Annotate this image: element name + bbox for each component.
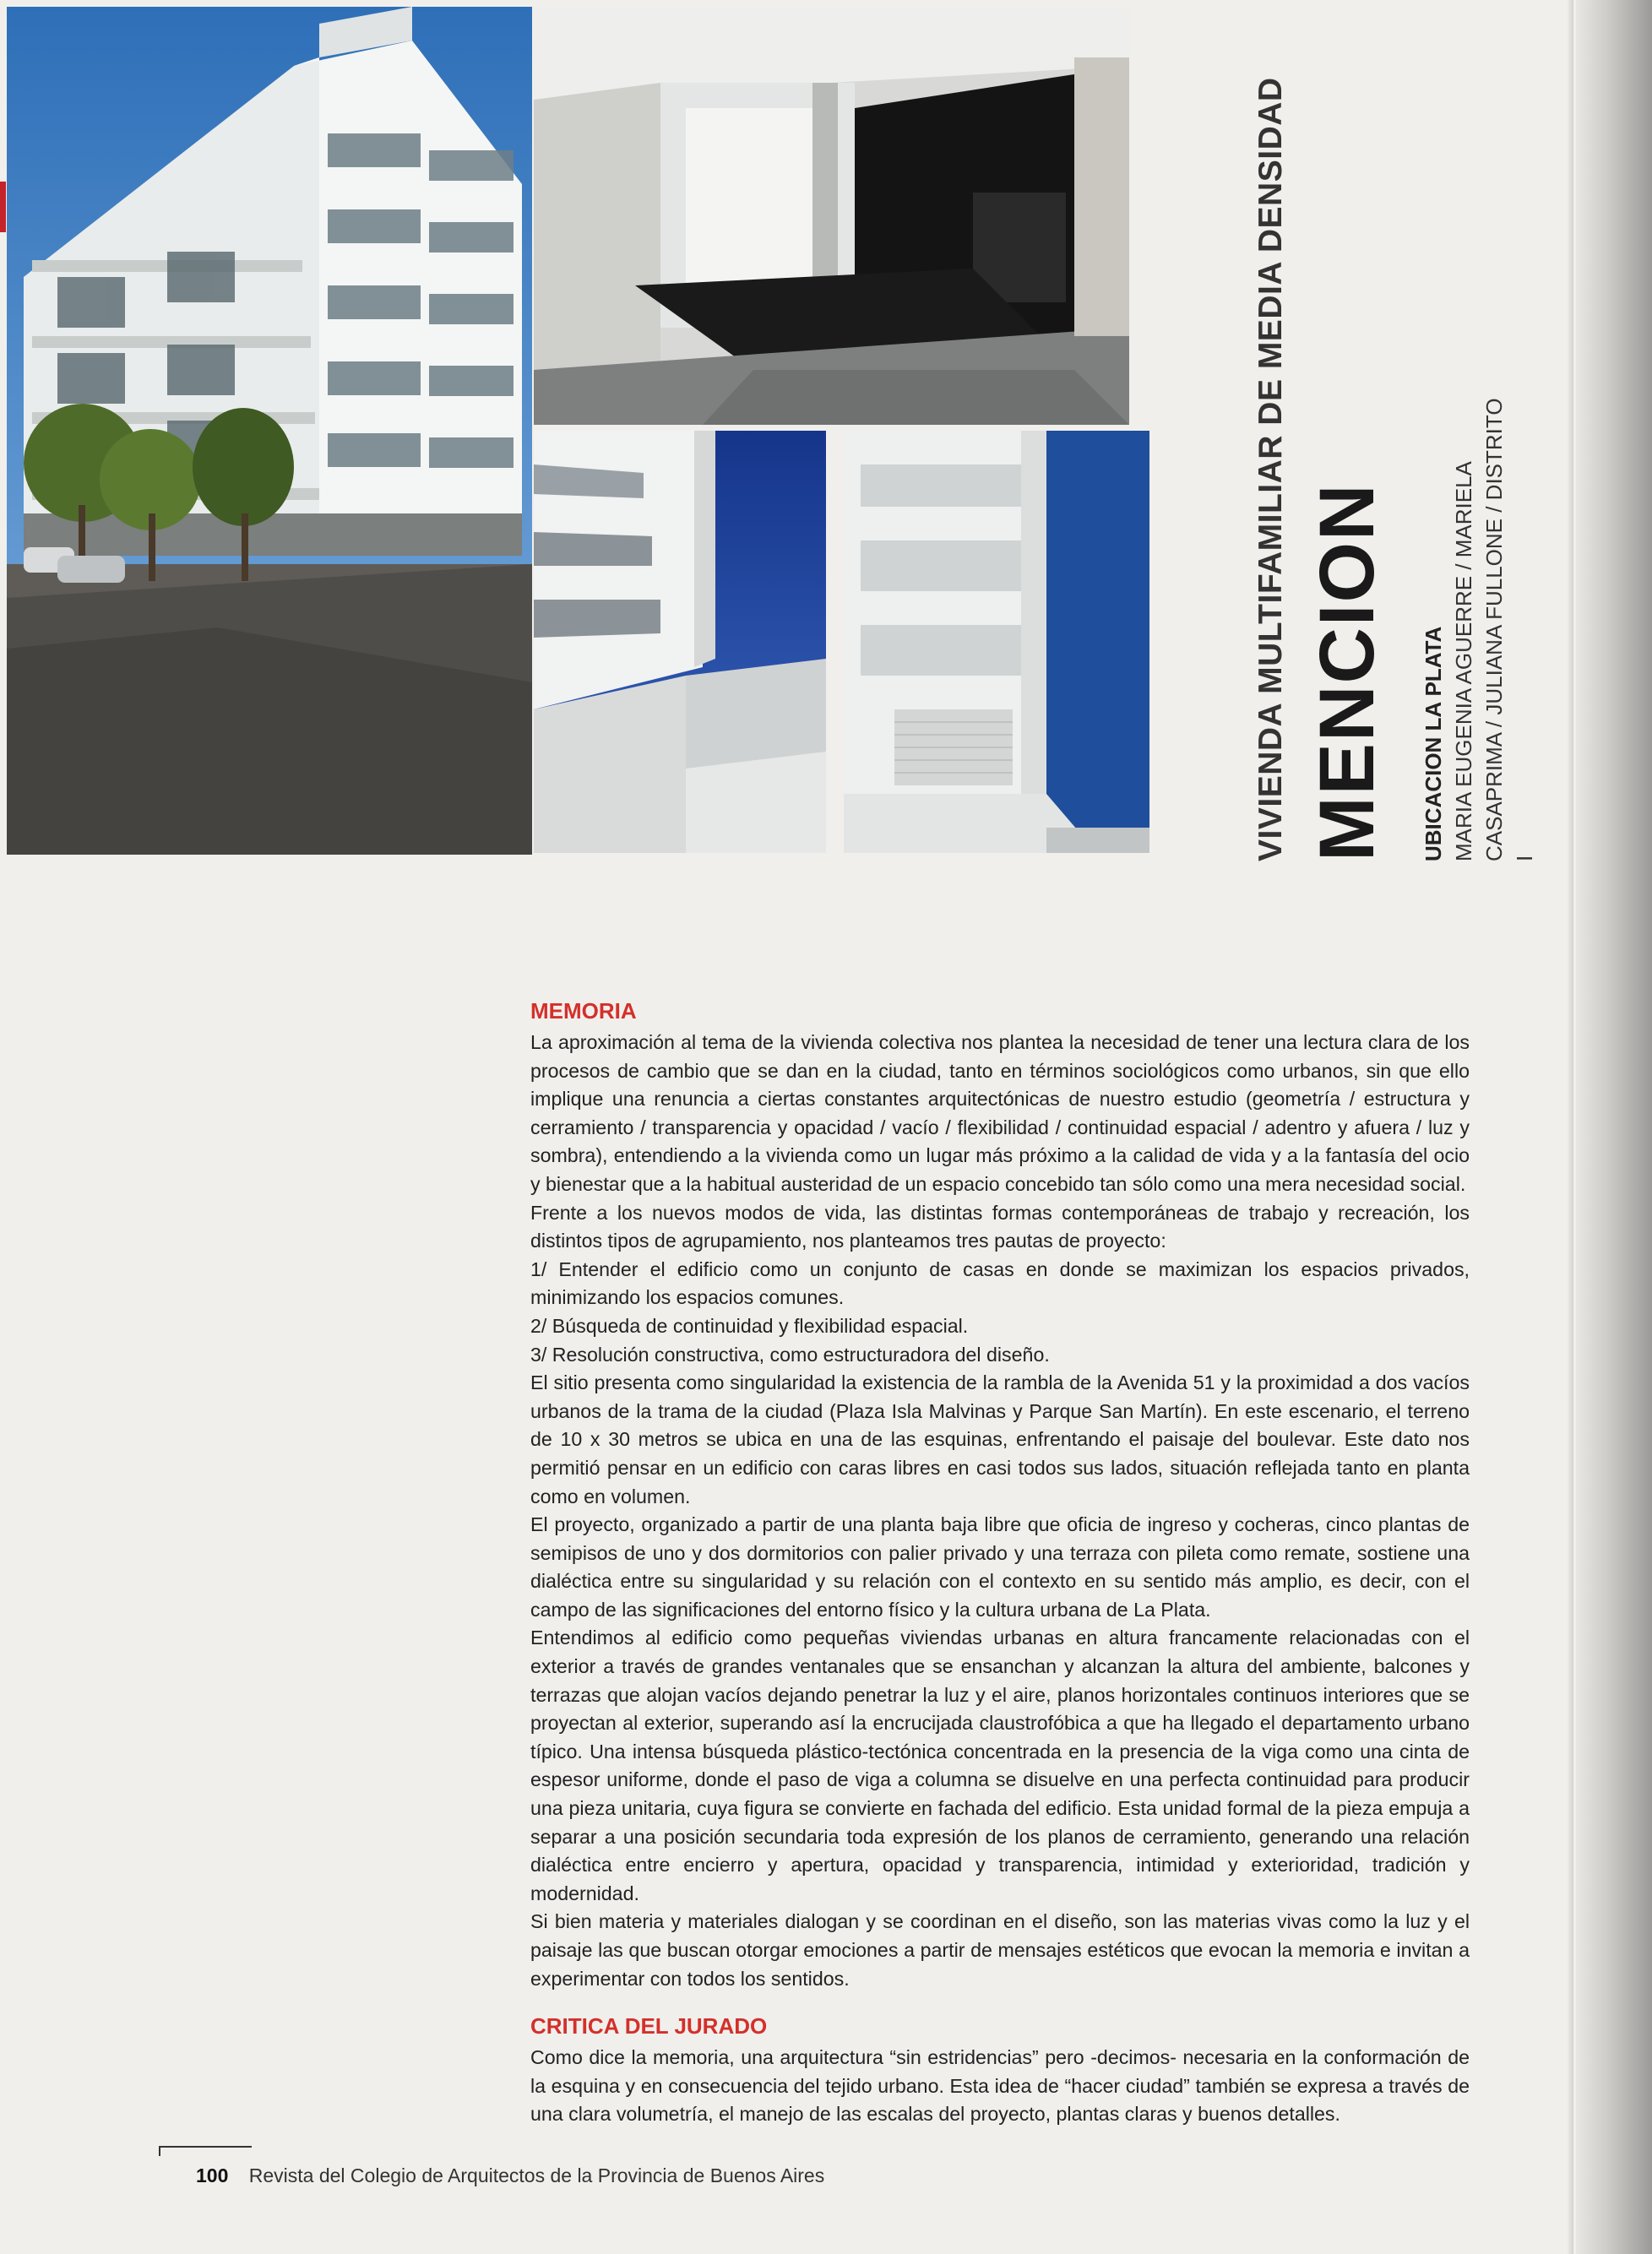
memoria-paragraph: 3/ Resolución constructiva, como estructuradora del diseño. bbox=[530, 1343, 1050, 1366]
vertical-title-block bbox=[1246, 77, 1540, 861]
memoria-paragraph: El sitio presenta como singularidad la existencia de la rambla de la Avenida 51 y la proximidad a dos vacíos urbanos de la trama de la ciudad (Plaza Isla Malvinas y Parque San Martín). En este escenario, el terreno de 10 x 30 metros se ubica en una de las esquinas, enfrentando el paisaje del boulevar. Este dato nos permitió pensar en un edificio con caras libres en casi todos sus lados, situación reflejada tanto en planta como en volumen. bbox=[530, 1371, 1470, 1507]
red-page-tab bbox=[0, 182, 6, 232]
publication-name: Revista del Colegio de Arquitectos de la Provincia de Buenos Aires bbox=[248, 2164, 825, 2186]
award-title: MENCION bbox=[1304, 482, 1390, 861]
critica-paragraph: Como dice la memoria, una arquitectura “sin estridencias” pero -decimos- necesaria en la conformación de la esquina y en consecuencia del tejido urbano. Esta idea de “hacer ciudad” también se expresa a través de una clara volumetría, el manejo de las escalas del proyecto, plantas claras y buenos detalles. bbox=[530, 2046, 1470, 2126]
memoria-heading: MEMORIA bbox=[530, 998, 637, 1024]
footer-tick bbox=[159, 2146, 160, 2156]
project-category: VIVIENDA MULTIFAMILIAR DE MEDIA DENSIDAD bbox=[1253, 77, 1289, 861]
memoria-paragraph: Entendimos al edificio como pequeñas viviendas urbanas en altura francamente relacionadas con el exterior a través de grandes ventanales que se ensanchan y alcanzan la altura del ambiente, balcones y terrazas que alojan vacíos dejando penetrar la luz y el aire, planos horizontales continuos interiores que se proyectan al exterior, superando así la encrucijada claustrofóbica a que ha llegado el departamento urbano típico. Una intensa búsqueda plástico-tectónica concentrada en la presencia de la viga como una cinta de espesor uniforme, donde el paso de viga a columna se disuelve en una perfecta continuidad para producir una pieza unitaria, cuya figura se convierte en fachada del edificio. Esta unidad formal de la pieza empuja a separar a una posición secundaria toda expresión de los planos de cerramiento, generando una relación dialéctica entre encierro y apertura, opacidad y transparencia, intimidad y exterioridad, tradición y modernidad. bbox=[530, 1627, 1470, 1904]
page-footer bbox=[196, 2164, 824, 2187]
memoria-paragraph: El proyecto, organizado a partir de una planta baja libre que oficia de ingreso y cocheras, cinco plantas de semipisos de uno y dos dormitorios con palier privado y una terraza con pileta como remate, sostiene una dialéctica entre su singularidad y su relación con el contexto en su sentido más amplio, es decir, con el campo de las significaciones del entorno físico y la cultura urbana de La Plata. bbox=[530, 1513, 1470, 1621]
memoria-paragraph: Si bien materia y materiales dialogan y se coordinan en el diseño, son las materias vivas como la luz y el paisaje las que buscan otorgar emociones a partir de mensajes estéticos que evocan la memoria e invitan a experimentar con todos los sentidos. bbox=[530, 1910, 1470, 1990]
page-gutter-shade bbox=[1567, 0, 1573, 2254]
project-authors: MARIA EUGENIA AGUERRE / MARIELA CASAPRIMA / JULIANA FULLONE / DISTRITO I bbox=[1451, 398, 1537, 861]
entrance-lobby-photo bbox=[534, 7, 1129, 425]
article-body bbox=[530, 997, 1470, 2129]
memoria-paragraph: Frente a los nuevos modos de vida, las distintas formas contemporáneas de trabajo y recreación, los distintos tipos de agrupamiento, nos planteamos tres pautas de proyecto: bbox=[530, 1201, 1470, 1252]
section-spacer bbox=[530, 1993, 1470, 2012]
project-location: UBICACION LA PLATA bbox=[1421, 626, 1446, 861]
memoria-paragraph: 1/ Entender el edificio como un conjunto de casas en donde se maximizan los espacios privados, minimizando los espacios comunes. bbox=[530, 1257, 1470, 1309]
memoria-paragraph: La aproximación al tema de la vivienda colectiva nos plantea la necesidad de tener una lectura clara de los procesos de cambio que se dan en la ciudad, tanto en términos sociológicos como urbanos, sin que ello implique una renuncia a ciertas constantes arquitectónicas de nuestro estudio (geometría / estructura y cerramiento / transparencia y opacidad / vacío / flexibilidad / continuidad espacial / adentro y afuera / luz y sombra), entendiendo a la vivienda como un lugar más próximo a la calidad de vida y a la fantasía del ocio y bienestar que a la habitual austeridad de un espacio concebido tan sólo como una mera necesidad social. bbox=[530, 1031, 1470, 1195]
footer-rule bbox=[159, 2146, 252, 2148]
next-page-edge bbox=[1576, 0, 1652, 2254]
page-number: 100 bbox=[196, 2164, 229, 2186]
critica-heading: CRITICA DEL JURADO bbox=[530, 2013, 768, 2039]
memoria-paragraph: 2/ Búsqueda de continuidad y flexibilidad espacial. bbox=[530, 1314, 969, 1337]
facade-detail-photo bbox=[534, 431, 826, 853]
building-exterior-corner-photo bbox=[7, 7, 532, 855]
balconies-detail-photo bbox=[844, 431, 1149, 853]
